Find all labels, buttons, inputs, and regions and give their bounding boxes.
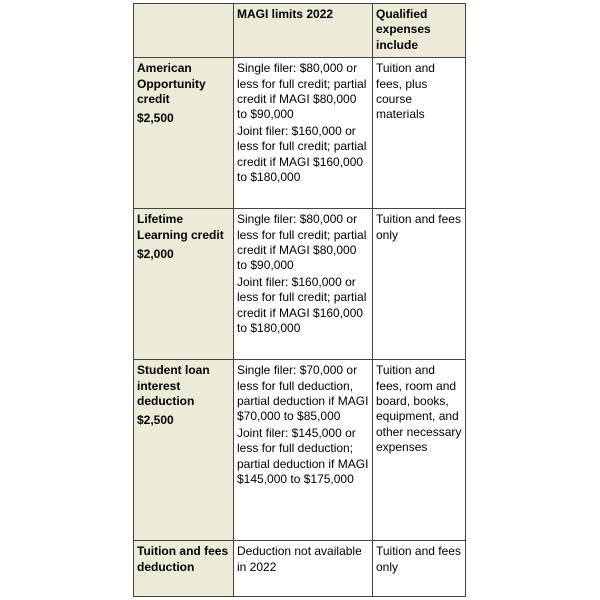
benefit-name: Student loan interest deduction: [137, 363, 210, 409]
table-header-row: [134, 4, 466, 58]
benefit-name: Tuition and fees deduction: [137, 544, 229, 574]
qualified-expenses-cell: Tuition and fees only: [373, 541, 466, 597]
table-row: [134, 58, 466, 209]
benefit-name-cell: [134, 541, 234, 597]
table-row: [134, 541, 466, 597]
benefit-name-cell: [134, 58, 234, 209]
qualified-expenses-cell: Tuition and fees only: [373, 209, 466, 360]
magi-limits-cell: [234, 360, 373, 541]
qualified-expenses-cell: Tuition and fees, room and board, books, equipment, and other necessary expenses: [373, 360, 466, 541]
education-benefits-table: [133, 3, 466, 597]
header-magi-limits: MAGI limits 2022: [234, 4, 373, 58]
benefit-amount: $2,000: [137, 247, 174, 262]
benefit-name-cell: [134, 209, 234, 360]
magi-not-available: Deduction not available in 2022: [237, 544, 362, 574]
magi-single-filer: Single filer: $70,000 or less for full deduction, partial deduction if MAGI $70,000 to $85,000: [237, 363, 369, 424]
table-row: [134, 209, 466, 360]
magi-joint-filer: Joint filer: $145,000 or less for full deduction; partial deduction if MAGI $145,000 to $175,000: [237, 425, 369, 487]
magi-single-filer: Single filer: $80,000 or less for full credit; partial credit if MAGI $80,000 to $90,000: [237, 61, 367, 122]
benefit-amount: $2,500: [137, 413, 174, 428]
magi-limits-cell: [234, 58, 373, 209]
header-qualified-expenses: Qualified expenses include: [373, 4, 466, 58]
magi-limits-cell: [234, 541, 373, 597]
benefit-amount: $2,500: [137, 111, 174, 126]
qualified-expenses-cell: Tuition and fees, plus course materials: [373, 58, 466, 209]
magi-single-filer: Single filer: $80,000 or less for full credit; partial credit if MAGI $80,000 to $90,000: [237, 212, 367, 273]
benefit-name-cell: [134, 360, 234, 541]
table-row: [134, 360, 466, 541]
magi-limits-cell: [234, 209, 373, 360]
benefit-name: American Opportunity credit: [137, 61, 206, 107]
benefit-name: Lifetime Learning credit: [137, 212, 224, 242]
header-blank-cell: [134, 4, 234, 58]
magi-joint-filer: Joint filer: $160,000 or less for full credit; partial credit if MAGI $160,000 to $180,000: [237, 123, 367, 185]
magi-joint-filer: Joint filer: $160,000 or less for full credit; partial credit if MAGI $160,000 to $180,000: [237, 274, 367, 336]
